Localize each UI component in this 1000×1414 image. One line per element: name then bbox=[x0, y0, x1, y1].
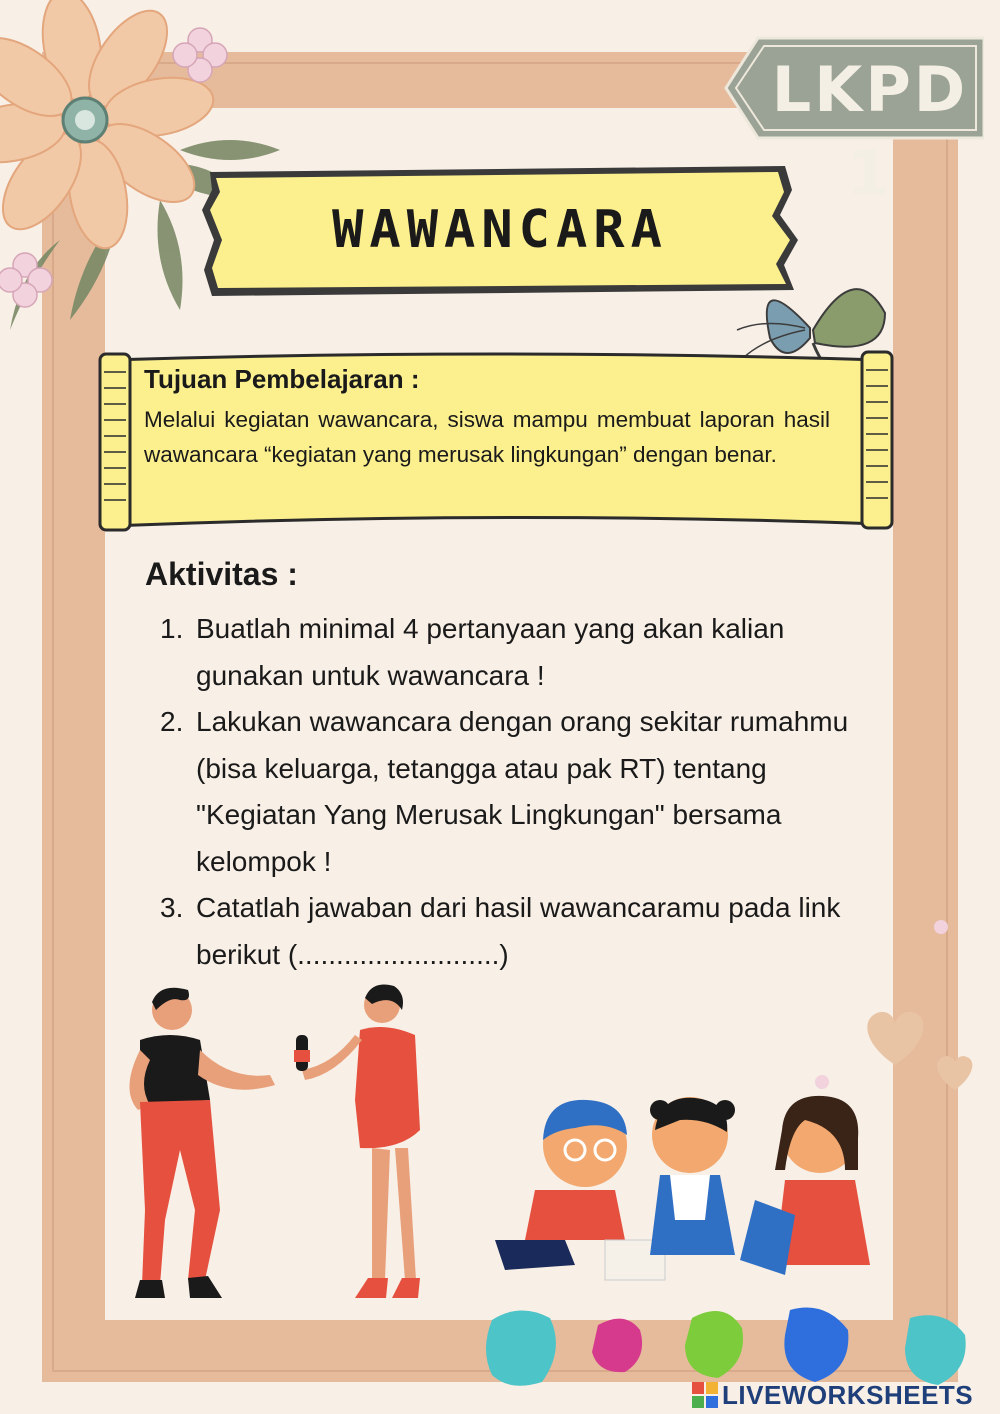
children-illustration bbox=[485, 1090, 880, 1290]
liveworksheets-logo-icon bbox=[692, 1382, 718, 1408]
item-number: 2. bbox=[160, 706, 184, 737]
item-number: 1. bbox=[160, 613, 184, 644]
heart-icon bbox=[855, 1005, 980, 1095]
item-text: Lakukan wawancara dengan orang sekitar rumahmu (bisa keluarga, tetangga atau pak RT) tentang "Kegiatan Yang Merusak Lingkungan" bersama kelompok ! bbox=[196, 706, 849, 877]
activities-list bbox=[160, 606, 860, 978]
page-title: WAWANCARA bbox=[332, 200, 668, 260]
list-item bbox=[160, 885, 860, 978]
item-text: Catatlah jawaban dari hasil wawancaramu pada link berikut (..........................) bbox=[196, 892, 841, 970]
goal-text: Melalui kegiatan wawancara, siswa mampu membuat laporan hasil wawancara “kegiatan yang merusak lingkungan” dengan benar. bbox=[144, 407, 830, 467]
item-number: 3. bbox=[160, 892, 184, 923]
footer-brand: LIVEWORKSHEETS bbox=[722, 1379, 974, 1410]
activities-heading: Aktivitas : bbox=[145, 556, 298, 592]
dot-decoration bbox=[934, 920, 948, 934]
goal-heading: Tujuan Pembelajaran : bbox=[144, 364, 420, 394]
list-item bbox=[160, 606, 860, 699]
list-item bbox=[160, 699, 860, 885]
dot-decoration bbox=[815, 1075, 829, 1089]
interview-illustration bbox=[110, 980, 440, 1320]
lkpd-label: LKPD 1 bbox=[771, 53, 969, 210]
liveworksheets-logo bbox=[692, 1380, 973, 1410]
item-text: Buatlah minimal 4 pertanyaan yang akan kalian gunakan untuk wawancara ! bbox=[196, 613, 785, 691]
